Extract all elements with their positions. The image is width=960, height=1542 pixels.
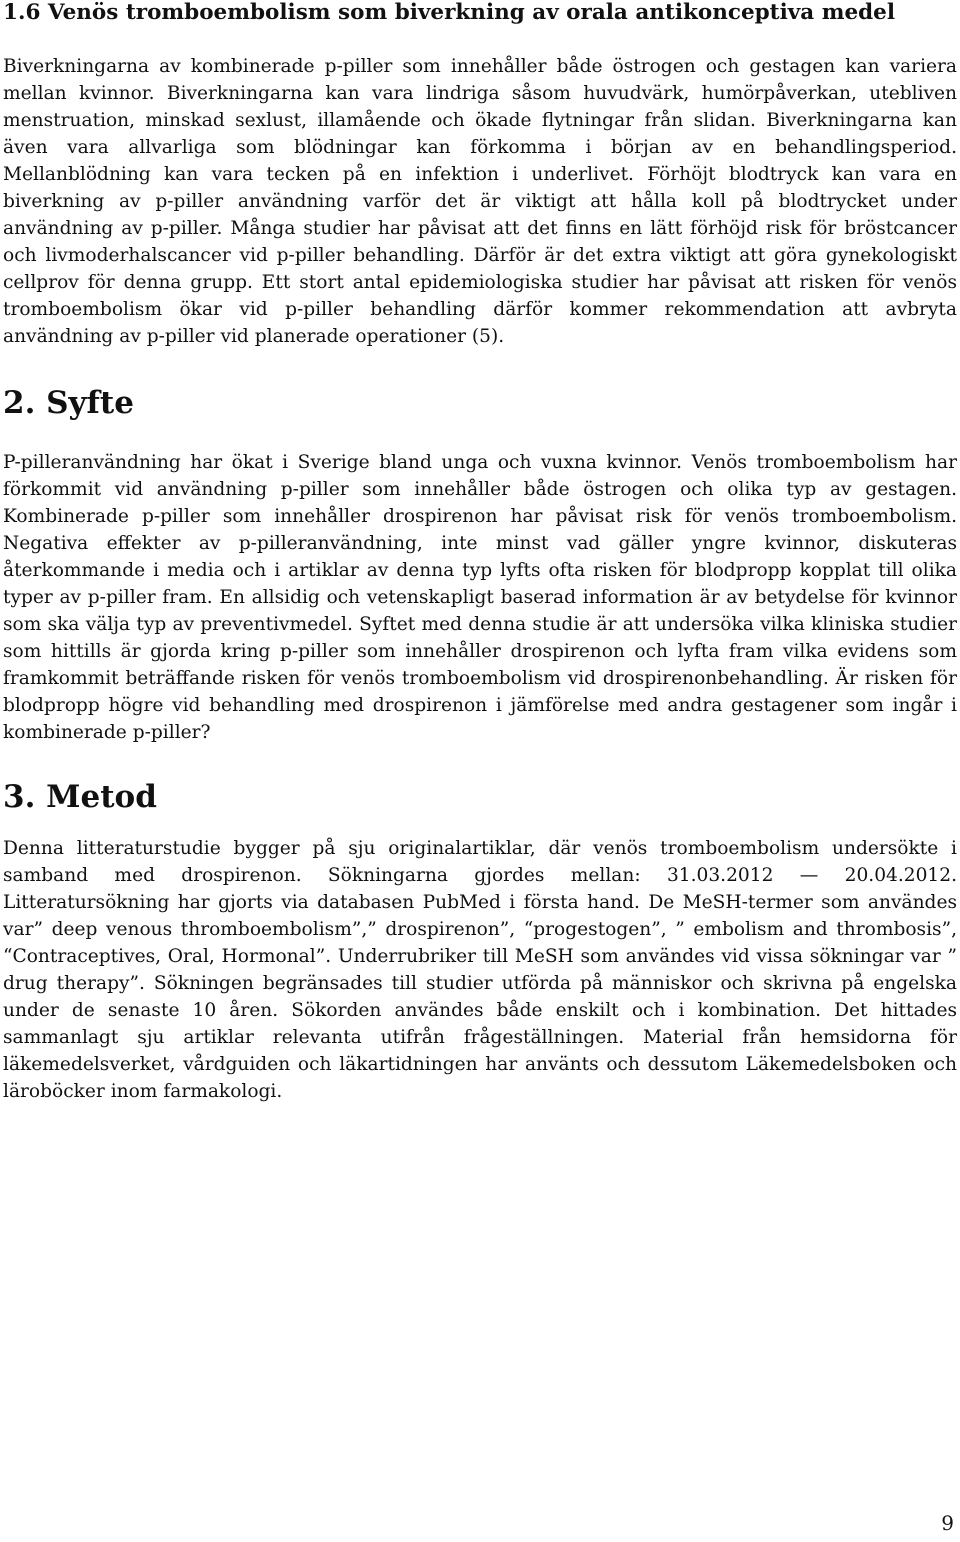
document-page (3, 0, 957, 1105)
section-paragraph-1-6: Biverkningarna av kombinerade p-piller som innehåller både östrogen och gestagen kan variera mellan kvinnor. Biverkningarna kan vara lindriga såsom huvudvärk, humörpåverkan, utebliven menstruation, minskad sexlust, illamående och ökade flytningar från slidan. Biverkningarna kan även vara allvarliga som blödningar kan förkomma i början av en behandlingsperiod. Mellanblödning kan vara tecken på en infektion i underlivet. Förhöjt blodtryck kan vara en biverkning av p-piller användning varför det är viktigt att hålla koll på blodtrycket under användning av p-piller. Många studier har påvisat att det finns en lätt förhöjd risk för bröstcancer och livmoderhalscancer vid p-piller behandling. Därför är det extra viktigt att göra gynekologiskt cellprov för denna grupp. Ett stort antal epidemiologiska studier har påvisat att risken för venös tromboembolism ökar vid p-piller behandling därför kommer rekommendation att avbryta användning av p-piller vid planerade operationer (5). (3, 56, 957, 347)
section-heading-1-6: 1.6 Venös tromboembolism som biverkning av orala antikonceptiva medel (3, 0, 895, 25)
page-number: 9 (941, 1511, 954, 1535)
section-heading-syfte: 2. Syfte (3, 385, 134, 421)
section-paragraph-metod: Denna litteraturstudie bygger på sju originalartiklar, där venös tromboembolism undersökte i samband med drospirenon. Sökningarna gjordes mellan: 31.03.2012 — 20.04.2012. Litteratursökning har gjorts via databasen PubMed i första hand. De MeSH-termer som användes var” deep venous thromboembolism”,” drospirenon”, “progestogen”, ” embolism and thrombosis”, “Contraceptives, Oral, Hormonal”. Underrubriker till MeSH som användes vid vissa sökningar var ” drug therapy”. Sökningen begränsades till studier utförda på människor och skrivna på engelska under de senaste 10 åren. Sökorden användes både enskilt och i kombination. Det hittades sammanlagt sju artiklar relevanta utifrån frågeställningen. Material från hemsidorna för läkemedelsverket, vårdguiden och läkartidningen har använts och dessutom Läkemedelsboken och läroböcker inom farmakologi. (3, 838, 957, 1102)
section-heading-metod: 3. Metod (3, 779, 157, 815)
section-paragraph-syfte: P-pilleranvändning har ökat i Sverige bland unga och vuxna kvinnor. Venös tromboembolism har förkommit vid användning p-piller som innehåller både östrogen och olika typ av gestagen. Kombinerade p-piller som innehåller drospirenon har påvisat risk för venös tromboembolism. Negativa effekter av p-pilleranvändning, inte minst vad gäller yngre kvinnor, diskuteras återkommande i media och i artiklar av denna typ lyfts ofta risken för blodpropp kopplat till olika typer av p-piller fram. En allsidig och vetenskapligt baserad information är av betydelse för kvinnor som ska välja typ av preventivmedel. Syftet med denna studie är att undersöka vilka kliniska studier som hittills är gjorda kring p-piller som innehåller drospirenon och lyfta fram vilka evidens som framkommit beträffande risken för venös tromboembolism vid drospirenonbehandling. Är risken för blodpropp högre vid behandling med drospirenon i jämförelse med andra gestagener som ingår i kombinerade p-piller? (3, 452, 957, 743)
